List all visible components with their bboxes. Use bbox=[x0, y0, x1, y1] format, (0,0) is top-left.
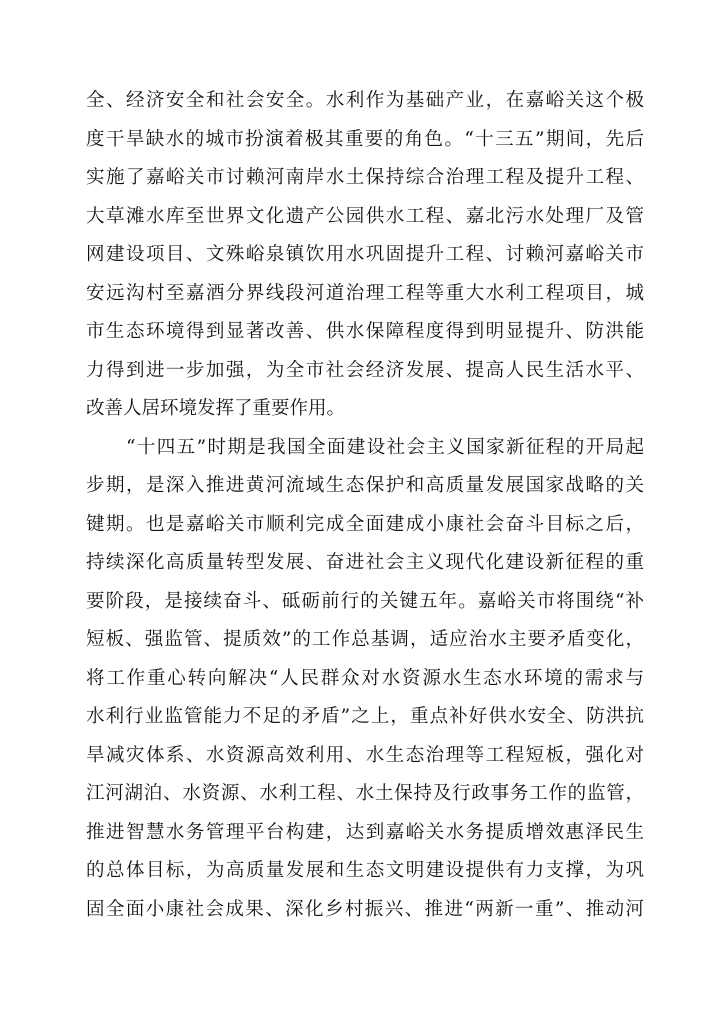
text-line: 全、经济安全和社会安全。水利作为基础产业，在嘉峪关这个极 bbox=[86, 90, 644, 111]
text-line: 网建设项目、文殊峪泉镇饮用水巩固提升工程、讨赖河嘉峪关市 bbox=[86, 244, 644, 265]
text-line: 市生态环境得到显著改善、供水保障程度得到明显提升、防洪能 bbox=[86, 321, 644, 342]
text-line: 要阶段，是接续奋斗、砥砺前行的关键五年。嘉峪关市将围绕“补 bbox=[86, 590, 644, 612]
text-line: 安远沟村至嘉酒分界线段河道治理工程等重大水利工程项目，城 bbox=[86, 282, 644, 304]
text-line: 固全面小康社会成果、深化乡村振兴、推进“两新一重”、推动河 bbox=[86, 898, 644, 920]
text-line: 的总体目标，为高质量发展和生态文明建设提供有力支撑，为巩 bbox=[86, 860, 644, 881]
text-line: “十四五”时期是我国全面建设社会主义国家新征程的开局起 bbox=[126, 436, 644, 458]
text-line: 力得到进一步加强，为全市社会经济发展、提高人民生活水平、 bbox=[86, 359, 644, 381]
body-text bbox=[86, 82, 644, 929]
text-line: 旱减灾体系、水资源高效利用、水生态治理等工程短板，强化对 bbox=[86, 744, 644, 766]
text-line: 键期。也是嘉峪关市顺利完成全面建成小康社会奋斗目标之后， bbox=[86, 513, 644, 535]
text-line: 步期，是深入推进黄河流域生态保护和高质量发展国家战略的关 bbox=[86, 475, 644, 496]
paragraph-2 bbox=[86, 429, 644, 930]
text-line: 实施了嘉峪关市讨赖河南岸水土保持综合治理工程及提升工程、 bbox=[86, 167, 644, 188]
text-line: 短板、强监管、提质效”的工作总基调，适应治水主要矛盾变化， bbox=[86, 629, 644, 650]
text-line: 推进智慧水务管理平台构建，达到嘉峪关水务提质增效惠泽民生 bbox=[86, 821, 644, 843]
text-line: 改善人居环境发挥了重要作用。 bbox=[86, 398, 346, 419]
text-line: 江河湖泊、水资源、水利工程、水土保持及行政事务工作的监管， bbox=[86, 783, 644, 804]
text-line: 大草滩水库至世界文化遗产公园供水工程、嘉北污水处理厂及管 bbox=[86, 205, 644, 227]
paragraph-1 bbox=[86, 82, 644, 429]
text-line: 持续深化高质量转型发展、奋进社会主义现代化建设新征程的重 bbox=[86, 552, 644, 573]
text-line: 度干旱缺水的城市扮演着极其重要的角色。“十三五”期间，先后 bbox=[86, 128, 644, 150]
text-line: 水利行业监管能力不足的矛盾”之上，重点补好供水安全、防洪抗 bbox=[86, 706, 644, 727]
text-line: 将工作重心转向解决“人民群众对水资源水生态水环境的需求与 bbox=[86, 667, 644, 689]
